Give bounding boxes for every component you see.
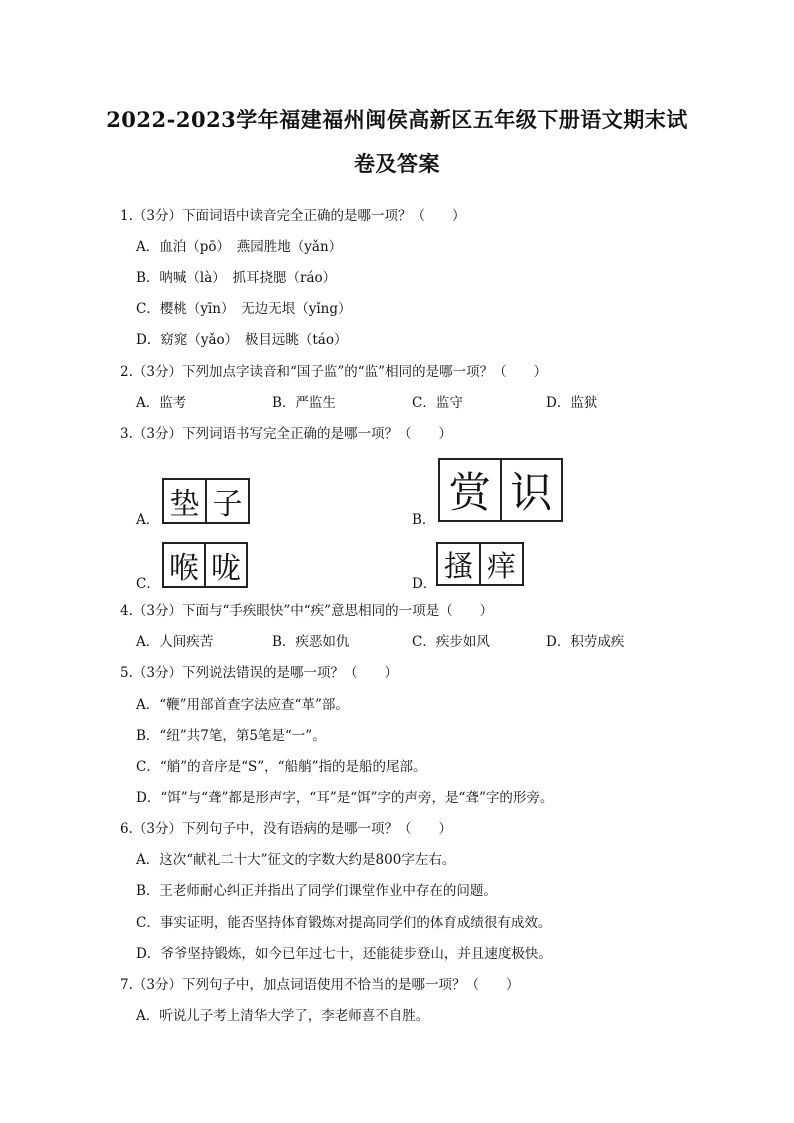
q5-stem: 5.（3分）下列说法错误的是哪一项？（ ） — [120, 665, 398, 681]
q3-option-b-char-2: 识 — [500, 460, 562, 520]
q5-option-b: B．“纽”共7笔，第5笔是“一”。 — [136, 728, 326, 744]
q3-option-b-char-1: 赏 — [448, 468, 491, 517]
q4-option-c: C．疾步如风 — [412, 634, 490, 650]
q5-option-d: D．“饵”与“聋”都是形声字，“耳”是“饵”字的声旁，是“聋”字的形旁。 — [136, 790, 554, 806]
q3-stem: 3.（3分）下列词语书写完全正确的是哪一项？（ ） — [120, 426, 452, 442]
q3-option-d-char-2: 痒 — [479, 544, 522, 584]
q3-option-c-label: C． — [136, 576, 160, 592]
q4-option-a: A．人间疾苦 — [136, 634, 214, 650]
document-title-line1: 2022-2023学年福建福州闽侯高新区五年级下册语文期末试 — [106, 107, 688, 132]
q3-option-a-label: A． — [136, 512, 160, 528]
q1-option-a: A．血泊（pō） 燕园胜地（yǎn） — [136, 239, 343, 255]
document-title-line2: 卷及答案 — [354, 151, 440, 176]
q3-option-d-char-1: 搔 — [443, 548, 473, 583]
q3-option-c-char-1: 喉 — [169, 551, 199, 586]
q5-option-c: C．“艄”的音序是“S”，“船艄”指的是船的尾部。 — [136, 759, 427, 775]
q7-option-a: A．听说儿子考上清华大学了，李老师喜不自胜。 — [136, 1008, 430, 1024]
q2-option-a: A．监考 — [136, 395, 187, 411]
q7-stem: 7.（3分）下列句子中，加点词语使用不恰当的是哪一项？（ ） — [120, 977, 520, 993]
q3-option-d-word-box — [436, 542, 524, 586]
q3-option-c-word-box — [162, 542, 248, 588]
q4-stem: 4.（3分）下面与“手疾眼快”中“疾”意思相同的一项是（ ） — [120, 603, 494, 619]
q6-option-b: B．王老师耐心纠正并指出了同学们课堂作业中存在的问题。 — [136, 883, 497, 899]
q3-option-c-char-2: 咙 — [204, 544, 246, 586]
q2-option-c: C．监守 — [412, 395, 463, 411]
q4-option-b: B．疾恶如仇 — [272, 634, 350, 650]
q3-option-b-label: B． — [412, 512, 436, 528]
q6-option-d: D．爷爷坚持锻炼，如今已年过七十，还能徒步登山，并且速度极快。 — [136, 946, 552, 962]
q3-option-b-word-box — [438, 458, 563, 522]
q2-stem: 2.（3分）下列加点字读音和“国子监”的“监”相同的是哪一项？（ ） — [120, 364, 548, 380]
q3-option-a-word-box — [162, 478, 250, 524]
q5-option-a: A．“鞭”用部首查字法应查“革”部。 — [136, 697, 349, 713]
q1-option-b: B．呐喊（là） 抓耳挠腮（ráo） — [136, 270, 337, 286]
q3-option-a-char-2: 子 — [205, 480, 248, 522]
q1-option-c: C．樱桃（yīn） 无边无垠（yǐng） — [136, 301, 352, 317]
q6-stem: 6.（3分）下列句子中，没有语病的是哪一项？（ ） — [120, 821, 452, 837]
q6-option-a: A．这次“献礼二十大”征文的字数大约是800字左右。 — [136, 852, 456, 868]
q2-option-b: B．严监生 — [272, 395, 336, 411]
q4-option-d: D．积劳成疾 — [546, 634, 625, 650]
q1-option-d: D．窈窕（yǎo） 极目远眺（táo） — [136, 332, 348, 348]
q6-option-c: C．事实证明，能否坚持体育锻炼对提高同学们的体育成绩很有成效。 — [136, 915, 552, 931]
q1-stem: 1.（3分）下面词语中读音完全正确的是哪一项？（ ） — [120, 208, 466, 224]
q3-option-d-label: D． — [412, 576, 437, 592]
q2-option-d: D．监狱 — [546, 395, 598, 411]
q3-option-a-char-1: 垫 — [169, 487, 200, 522]
